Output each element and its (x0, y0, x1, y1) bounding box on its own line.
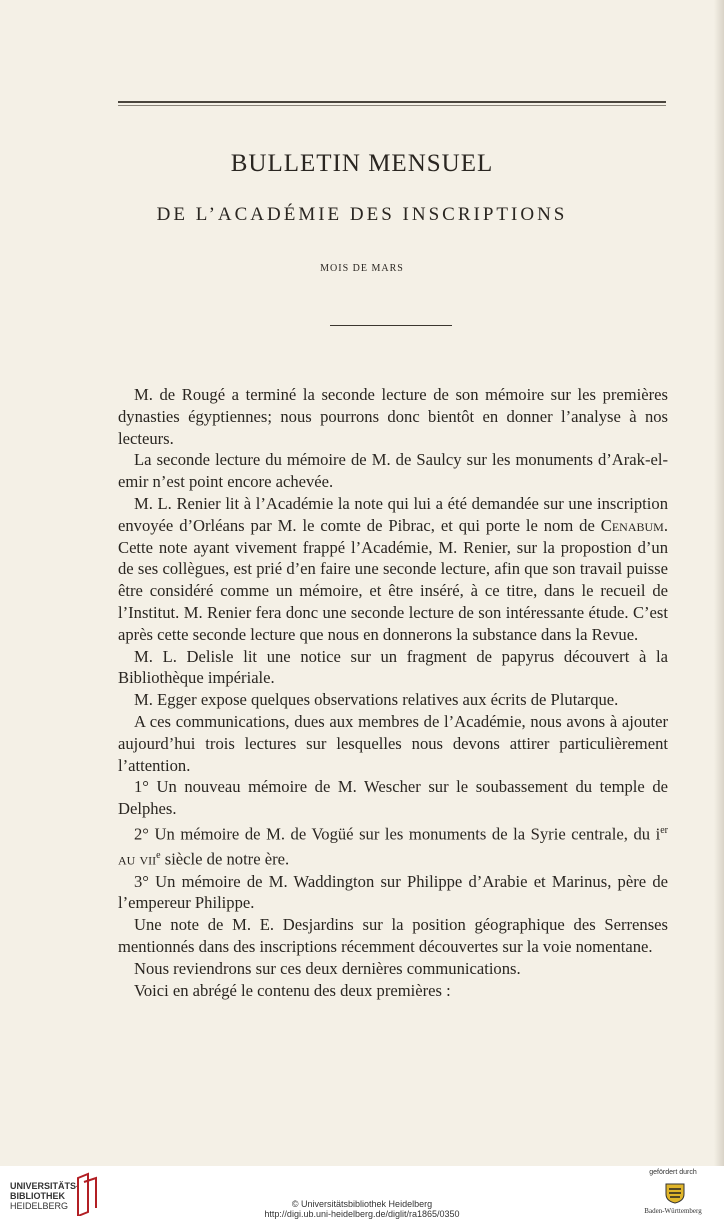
paragraph: M. Egger expose quelques observations relatives aux écrits de Plutarque. (134, 690, 619, 710)
footer-center (0, 1199, 724, 1219)
paragraph: 3° Un mémoire de M. Waddington sur Philippe d’Arabie et Marinus, père de l’empereur Philippe. (118, 871, 668, 913)
paragraph: M. de Rougé a terminé la seconde lecture de son mémoire sur les premières dynasties égyptiennes; nous pourrons donc bientôt en donner l’analyse à nos lecteurs. (118, 385, 668, 448)
funded-by-label: gefördert durch (649, 1169, 697, 1176)
library-line: BIBLIOTHEK (10, 1191, 65, 1201)
academy-subtitle: DE L’ACADÉMIE DES INSCRIPTIONS (156, 204, 568, 225)
superscript: e (156, 850, 161, 862)
title-divider (330, 325, 452, 326)
superscript: er (660, 824, 668, 836)
paragraph: 1° Un nouveau mémoire de M. Wescher sur le soubassement du temple de Delphes. (118, 777, 668, 819)
funder-label: Baden-Württemberg (644, 1207, 702, 1215)
paragraph (118, 493, 668, 646)
paragraph: Nous reviendrons sur ces deux dernières communications. (134, 958, 521, 978)
state-emblem-icon (664, 1180, 686, 1204)
paragraph: Une note de M. E. Desjardins sur la position géographique des Serrenses mentionnés dans des inscriptions récemment découvertes sur la voie nomentane. (118, 915, 668, 956)
copyright-text: © Universitätsbibliothek Heidelberg (291, 1199, 433, 1209)
paragraph: M. L. Delisle lit une notice sur un fragment de papyrus découvert à la Bibliothèque impériale. (118, 646, 668, 688)
library-line: UNIVERSITÄTS- (10, 1181, 80, 1191)
paragraph: La seconde lecture du mémoire de M. de Saulcy sur les monuments d’Arak-el-emir n’est point encore achevée. (118, 450, 668, 492)
paragraph (118, 820, 668, 871)
header-rule-thin (118, 105, 666, 106)
permalink[interactable]: http://digi.ub.uni-heidelberg.de/diglit/ra1865/0350 (264, 1209, 460, 1219)
paragraph: A ces communications, dues aux membres de l’Académie, nous avons à ajouter aujourd’hui trois lectures sur lesquelles nous devons attirer particulièrement l’attention. (118, 711, 668, 775)
paragraph-text: . Cette note ayant vivement frappé l’Académie, M. Renier, sur la propostion d’un de ses collègues, est prié d’en faire une seconde lecture, afin que son travail puisse être considéré comme un mémoire, et être inséré, à ce titre, dans le recueil de l’Institut. M. Renier fera donc une seconde lecture de son intéressante étude. C’est après cette seconde lecture que nous en donnerons la substance dans la Revue. (118, 515, 668, 644)
paragraph: Voici en abrégé le contenu des deux premières : (134, 980, 451, 1000)
paragraph-text: siècle de notre ère. (160, 849, 290, 869)
header-rule (118, 101, 666, 103)
article-body (118, 384, 668, 1001)
bulletin-title: BULLETIN MENSUEL (230, 150, 494, 177)
paragraph-text: M. L. Renier lit à l’Académie la note qui lui a été demandée sur une inscription envoyée d’Orléans par M. le comte de Pibrac, et qui porte le nom de (118, 493, 668, 535)
month-label: MOIS DE MARS (320, 263, 404, 274)
paragraph-text: au vii (118, 849, 157, 869)
cenabum-smallcaps: Cenabum (600, 515, 664, 535)
paragraph-text: 2° Un mémoire de M. de Vogüé sur les monuments de la Syrie centrale, du i (134, 824, 661, 844)
library-line: HEIDELBERG (10, 1201, 69, 1211)
